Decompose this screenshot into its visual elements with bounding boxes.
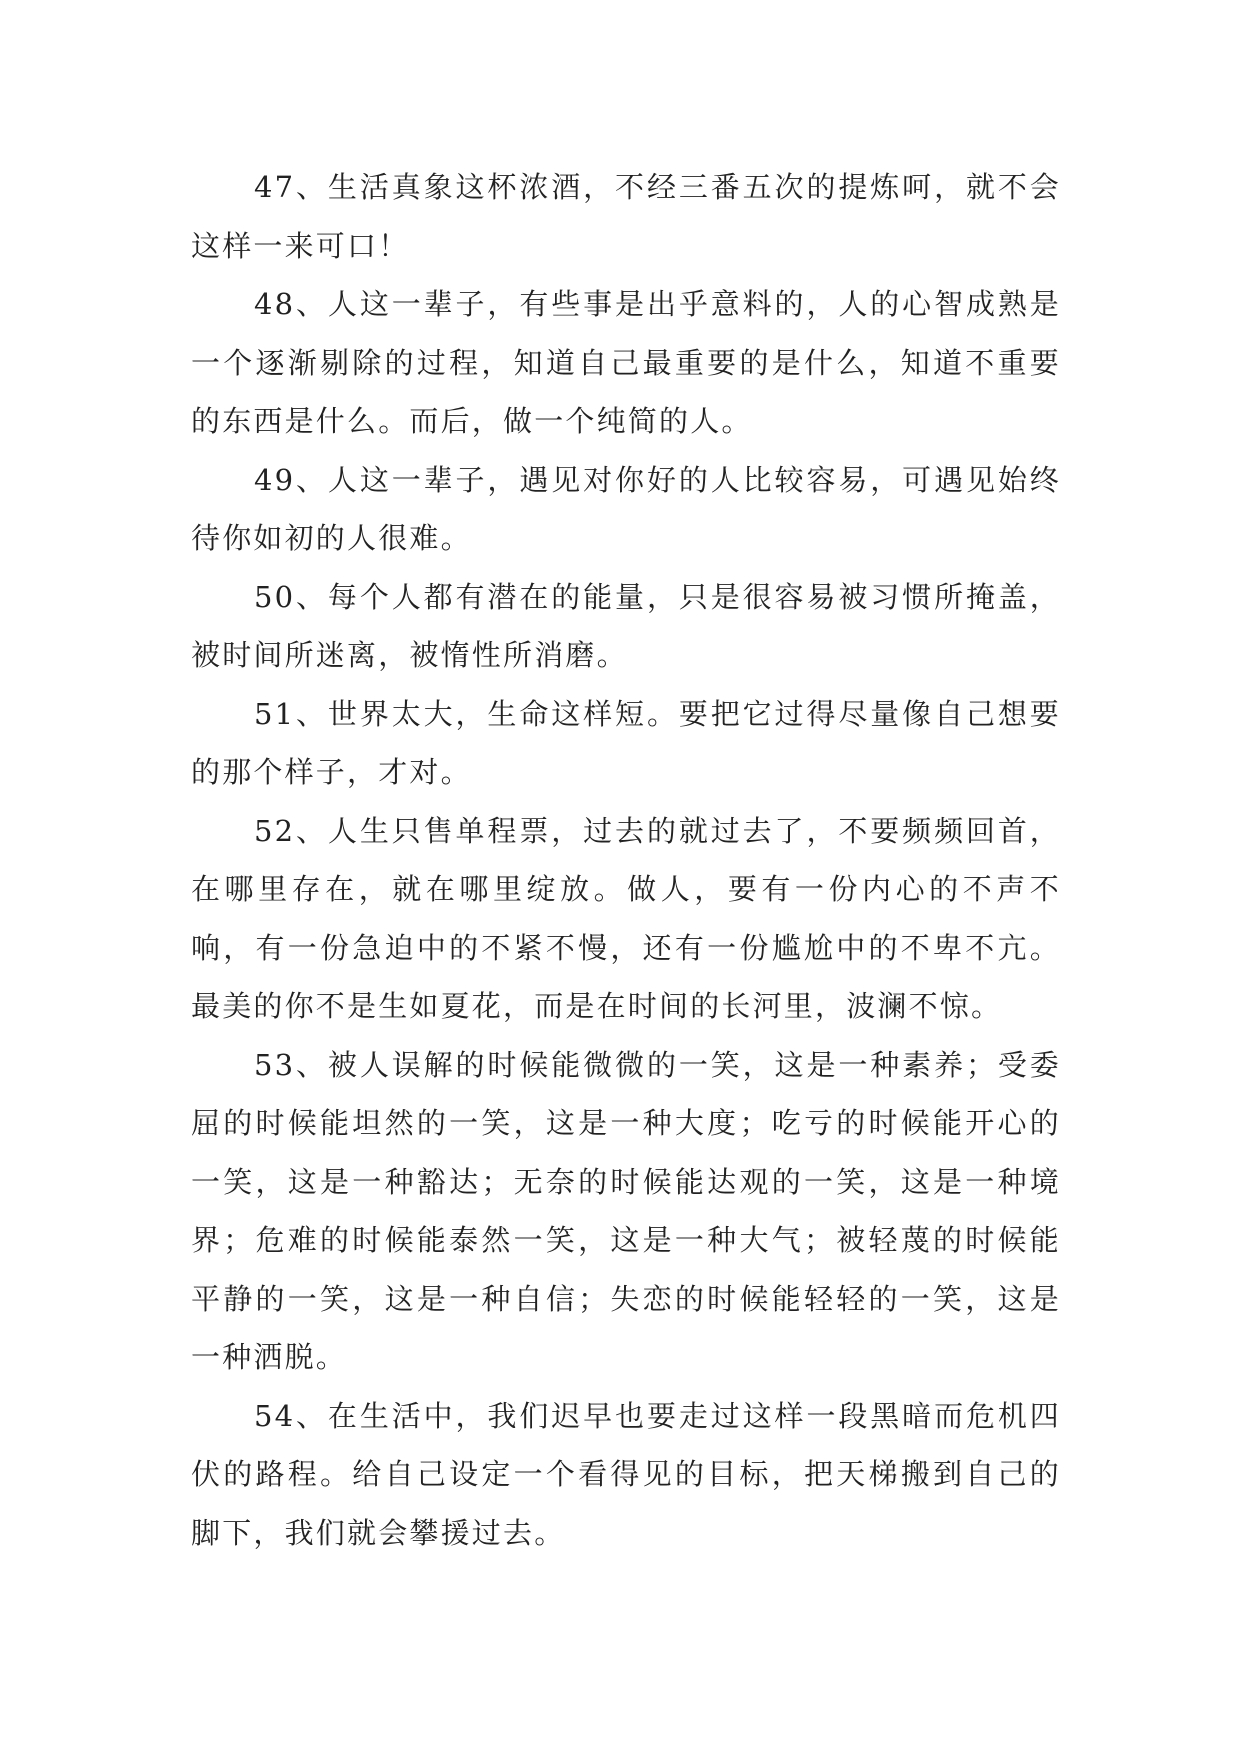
paragraph-50: 50、每个人都有潜在的能量，只是很容易被习惯所掩盖，被时间所迷离，被惰性所消磨。 — [191, 579, 1061, 672]
paragraph-53: 53、被人误解的时候能微微的一笑，这是一种素养；受委屈的时候能坦然的一笑，这是一种大度；吃亏的时候能开心的一笑，这是一种豁达；无奈的时候能达观的一笑，这是一种境界；危难的时候能泰然一笑，这是一种大气；被轻蔑的时候能平静的一笑，这是一种自信；失恋的时候能轻轻的一笑，这是一种洒脱。 — [191, 1047, 1061, 1374]
paragraph-47: 47、生活真象这杯浓酒，不经三番五次的提炼呵，就不会这样一来可口！ — [191, 170, 1061, 263]
paragraph-52: 52、人生只售单程票，过去的就过去了，不要频频回首，在哪里存在，就在哪里绽放。做人，要有一份内心的不声不响，有一份急迫中的不紧不慢，还有一份尴尬中的不卑不亢。最美的你不是生如夏花，而是在时间的长河里，波澜不惊。 — [191, 813, 1061, 1023]
paragraph-48: 48、人这一辈子，有些事是出乎意料的，人的心智成熟是一个逐渐剔除的过程，知道自己最重要的是什么，知道不重要的东西是什么。而后，做一个纯简的人。 — [191, 287, 1061, 438]
paragraph-51: 51、世界太大，生命这样短。要把它过得尽量像自己想要的那个样子，才对。 — [191, 696, 1061, 789]
paragraph-49: 49、人这一辈子，遇见对你好的人比较容易，可遇见始终待你如初的人很难。 — [191, 462, 1061, 555]
document-body — [191, 158, 1061, 1562]
paragraph-54: 54、在生活中，我们迟早也要走过这样一段黑暗而危机四伏的路程。给自己设定一个看得见的目标，把天梯搬到自己的脚下，我们就会攀援过去。 — [191, 1398, 1061, 1550]
